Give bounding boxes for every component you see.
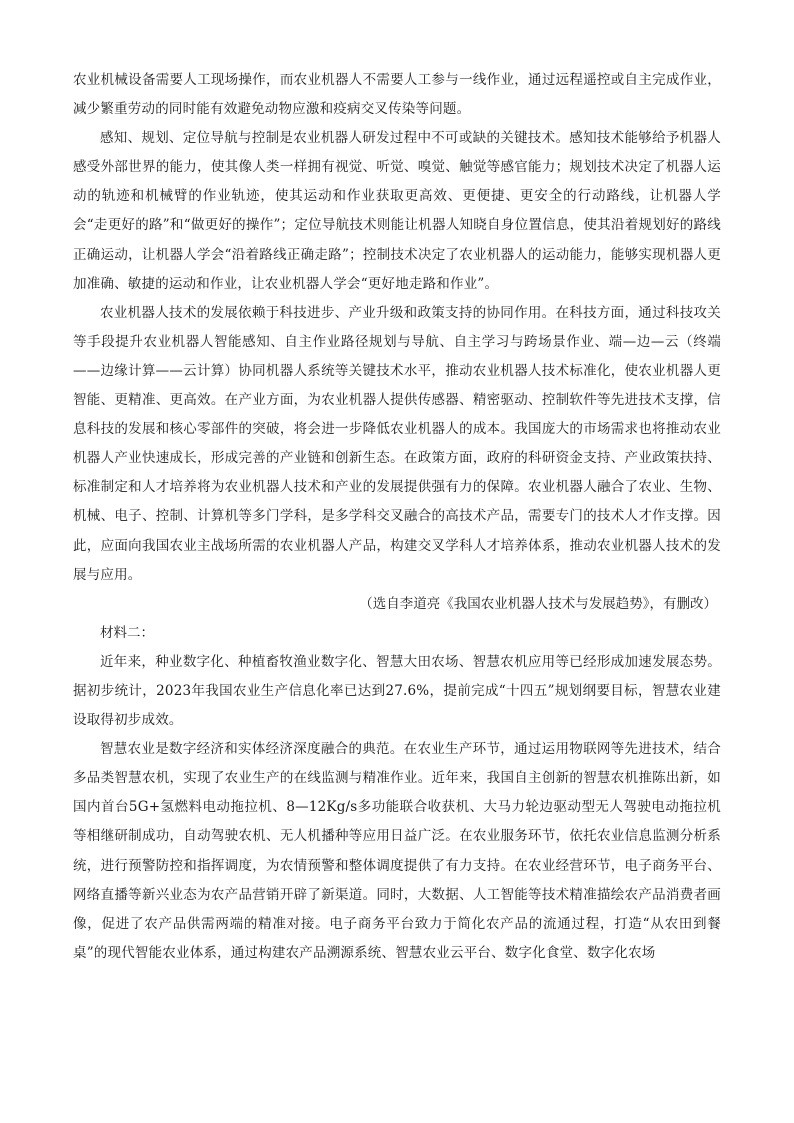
paragraph-development-factors: 农业机器人技术的发展依赖于科技进步、产业升级和政策支持的协同作用。在科技方面，通过科技攻关等手段提升农业机器人智能感知、自主作业路径规划与导航、自主学习与跨场景作业、端—边—云（终端——边缘计算——云计算）协同机器人系统等关键技术水平，推动农业机器人技术标准化，使农业机器人更智能、更精准、更高效。在产业方面，为农业机器人提供传感器、精密驱动、控制软件等先进技术支撑，信息科技的发展和核心零部件的突破，将会进一步降低农业机器人的成本。我国庞大的市场需求也将推动农业机器人产业快速成长，形成完善的产业链和创新生态。在政策方面，政府的科研资金支持、产业政策扶持、标准制定和人才培养将为农业机器人技术和产业的发展提供强有力的保障。农业机器人融合了农业、生物、机械、电子、控制、计算机等多门学科，是多学科交叉融合的高技术产品，需要专门的技术人才作支撑。因此，应面向我国农业主战场所需的农业机器人产品，构建交叉学科人才培养体系，推动农业机器人技术的发展与应用。 bbox=[73, 304, 721, 583]
document-page bbox=[73, 66, 721, 968]
paragraph-digital-agriculture: 近年来，种业数字化、种植畜牧渔业数字化、智慧大田农场、智慧农机应用等已经形成加速发展态势。据初步统计，2023年我国农业生产信息化率已达到27.6%，提前完成“十四五”规划纲要目标，智慧农业建设取得初步成效。 bbox=[73, 653, 721, 729]
source-citation: （选自李道亮《我国农业机器人技术与发展趋势》，有删改） bbox=[359, 595, 717, 612]
paragraph-continuation: 农业机械设备需要人工现场操作，而农业机器人不需要人工参与一线作业，通过远程遥控或自主完成作业，减少繁重劳动的同时能有效避免动物应激和疫病交叉传染等问题。 bbox=[73, 72, 721, 118]
paragraph-smart-agriculture: 智慧农业是数字经济和实体经济深度融合的典范。在农业生产环节，通过运用物联网等先进技术，结合多品类智慧农机，实现了农业生产的在线监测与精准作业。近年来，我国自主创新的智慧农机推陈出新，如国内首台5G+氢燃料电动拖拉机、8—12Kg/s多功能联合收获机、大马力轮边驱动型无人驾驶电动拖拉机等相继研制成功，自动驾驶农机、无人机播种等应用日益广泛。在农业服务环节，依托农业信息监测分析系统，进行预警防控和指挥调度，为农情预警和整体调度提供了有力支持。在农业经营环节，电子商务平台、网络直播等新兴业态为农产品营销开辟了新渠道。同时，大数据、人工智能等技术精准描绘农产品消费者画像，促进了农产品供需两端的精准对接。电子商务平台致力于简化农产品的流通过程，打造“从农田到餐桌”的现代智能农业体系，通过构建农产品溯源系统、智慧农业云平台、数字化食堂、数字化农场 bbox=[73, 741, 721, 961]
paragraph-key-technologies: 感知、规划、定位导航与控制是农业机器人研发过程中不可或缺的关键技术。感知技术能够给予机器人感受外部世界的能力，使其像人类一样拥有视觉、听觉、嗅觉、触觉等感官能力；规划技术决定了机器人运动的轨迹和机械臂的作业轨迹，使其运动和作业获取更高效、更便捷、更安全的行动路线，让机器人学会“走更好的路”和“做更好的操作”；定位导航技术则能让机器人知晓自身位置信息，使其沿着规划好的路线正确运动，让机器人学会“沿着路线正确走路”；控制技术决定了农业机器人的运动能力，能够实现机器人更加准确、敏捷的运动和作业，让农业机器人学会“更好地走路和作业”。 bbox=[73, 130, 721, 292]
material-two-heading: 材料二： bbox=[100, 624, 154, 641]
